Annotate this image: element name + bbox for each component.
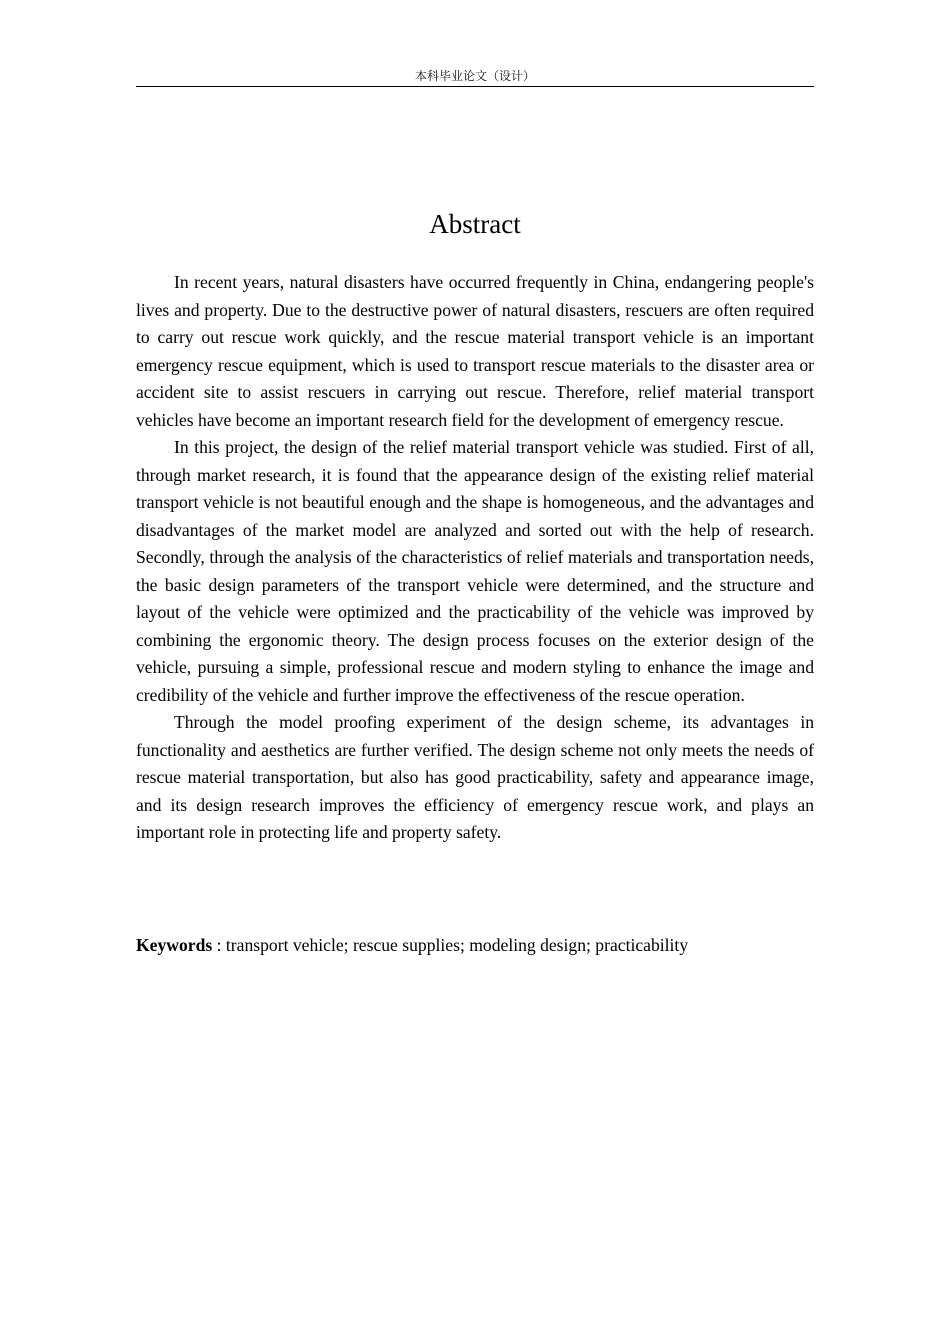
abstract-body — [136, 269, 814, 847]
keywords-label: Keywords — [136, 935, 213, 955]
abstract-paragraph-1: In recent years, natural disasters have occurred frequently in China, endangering people's lives and property. Due to the destructive power of natural disasters, rescuers are often required to carry out rescue work quickly, and the rescue material transport vehicle is an important emergency rescue equipment, which is used to transport rescue materials to the disaster area or accident site to assist rescuers in carrying out rescue. Therefore, relief material transport vehicles have become an important research field for the development of emergency rescue. — [136, 272, 814, 430]
abstract-title: Abstract — [429, 209, 521, 239]
running-header: 本科毕业论文（设计） — [136, 66, 814, 87]
keywords-line — [136, 932, 814, 960]
abstract-paragraph-2: In this project, the design of the relief material transport vehicle was studied. First of all, through market research, it is found that the appearance design of the existing relief material transport vehicle is not beautiful enough and the shape is homogeneous, and the advantages and disadvantages of the market model are analyzed and sorted out with the help of research. Secondly, through the analysis of the characteristics of relief materials and transportation needs, the basic design parameters of the transport vehicle were determined, and the structure and layout of the vehicle were optimized and the practicability of the vehicle was improved by combining the ergonomic theory. The design process focuses on the exterior design of the vehicle, pursuing a simple, professional rescue and modern styling to enhance the image and credibility of the vehicle and further improve the effectiveness of the rescue operation. — [136, 437, 814, 705]
keywords-list: : transport vehicle; rescue supplies; modeling design; practicability — [212, 935, 689, 955]
abstract-paragraph-3: Through the model proofing experiment of the design scheme, its advantages in functionality and aesthetics are further verified. The design scheme not only meets the needs of rescue material transportation, but also has good practicability, safety and appearance image, and its design research improves the efficiency of emergency rescue work, and plays an important role in protecting life and property safety. — [136, 712, 814, 842]
